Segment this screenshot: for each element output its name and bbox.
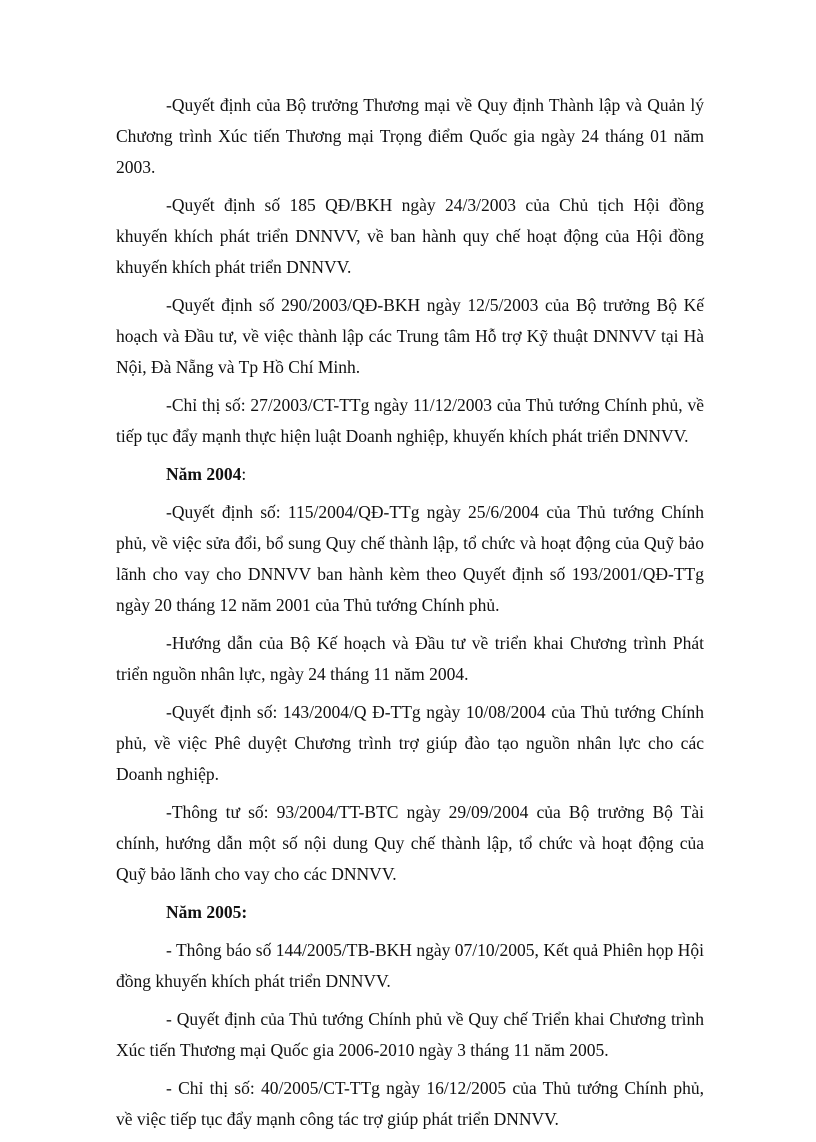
paragraph-decision-290: -Quyết định số 290/2003/QĐ-BKH ngày 12/5/2003 của Bộ trưởng Bộ Kế hoạch và Đầu tư, về việc thành lập các Trung tâm Hỗ trợ Kỹ thuật DNNVV tại Hà Nội, Đà Nẵng và Tp Hồ Chí Minh. [116,295,704,377]
paragraph-circular-93: -Thông tư số: 93/2004/TT-BTC ngày 29/09/2004 của Bộ trưởng Bộ Tài chính, hướng dẫn một số nội dung Quy chế thành lập, tổ chức và hoạt động của Quỹ bảo lãnh cho vay cho các DNNVV. [116,802,704,884]
section-heading-2005: Năm 2005: [166,902,248,922]
paragraph-hr-guidance: -Hướng dẫn của Bộ Kế hoạch và Đầu tư về triển khai Chương trình Phát triển nguồn nhân lực, ngày 24 tháng 11 năm 2004. [116,633,704,684]
document-page [116,90,704,1142]
paragraph-decision-185: -Quyết định số 185 QĐ/BKH ngày 24/3/2003 của Chủ tịch Hội đồng khuyến khích phát triển DNNVV, về ban hành quy chế hoạt động của Hội đồng khuyến khích phát triển DNNVV. [116,195,704,277]
paragraph-decision-trade-promotion: -Quyết định của Bộ trưởng Thương mại về Quy định Thành lập và Quản lý Chương trình Xúc tiến Thương mại Trọng điểm Quốc gia ngày 24 tháng 01 năm 2003. [116,95,704,177]
paragraph-announcement-144: - Thông báo số 144/2005/TB-BKH ngày 07/10/2005, Kết quả Phiên họp Hội đồng khuyến khích phát triển DNNVV. [116,940,704,991]
paragraph-decision-143: -Quyết định số: 143/2004/Q Đ-TTg ngày 10/08/2004 của Thủ tướng Chính phủ, về việc Phê duyệt Chương trình trợ giúp đào tạo nguồn nhân lực cho các Doanh nghiệp. [116,702,704,784]
section-heading-2004-colon: : [241,464,247,484]
section-heading-2004 [116,459,704,490]
paragraph-directive-40: - Chỉ thị số: 40/2005/CT-TTg ngày 16/12/2005 của Thủ tướng Chính phủ, về việc tiếp tục đẩy mạnh công tác trợ giúp phát triển DNNVV. [116,1078,704,1129]
paragraph-decision-115: -Quyết định số: 115/2004/QĐ-TTg ngày 25/6/2004 của Thủ tướng Chính phủ, về việc sửa đổi, bổ sung Quy chế thành lập, tổ chức và hoạt động của Quỹ bảo lãnh cho vay cho DNNVV ban hành kèm theo Quyết định số 193/2001/QĐ-TTg ngày 20 tháng 12 năm 2001 của Thủ tướng Chính phủ. [116,502,704,615]
paragraph-decision-trade-program: - Quyết định của Thủ tướng Chính phủ về Quy chế Triển khai Chương trình Xúc tiến Thương mại Quốc gia 2006-2010 ngày 3 tháng 11 năm 2005. [116,1009,704,1060]
section-heading-2004-label: Năm 2004 [166,464,242,484]
paragraph-directive-27: -Chỉ thị số: 27/2003/CT-TTg ngày 11/12/2003 của Thủ tướng Chính phủ, về tiếp tục đẩy mạnh thực hiện luật Doanh nghiệp, khuyến khích phát triển DNNVV. [116,395,704,446]
